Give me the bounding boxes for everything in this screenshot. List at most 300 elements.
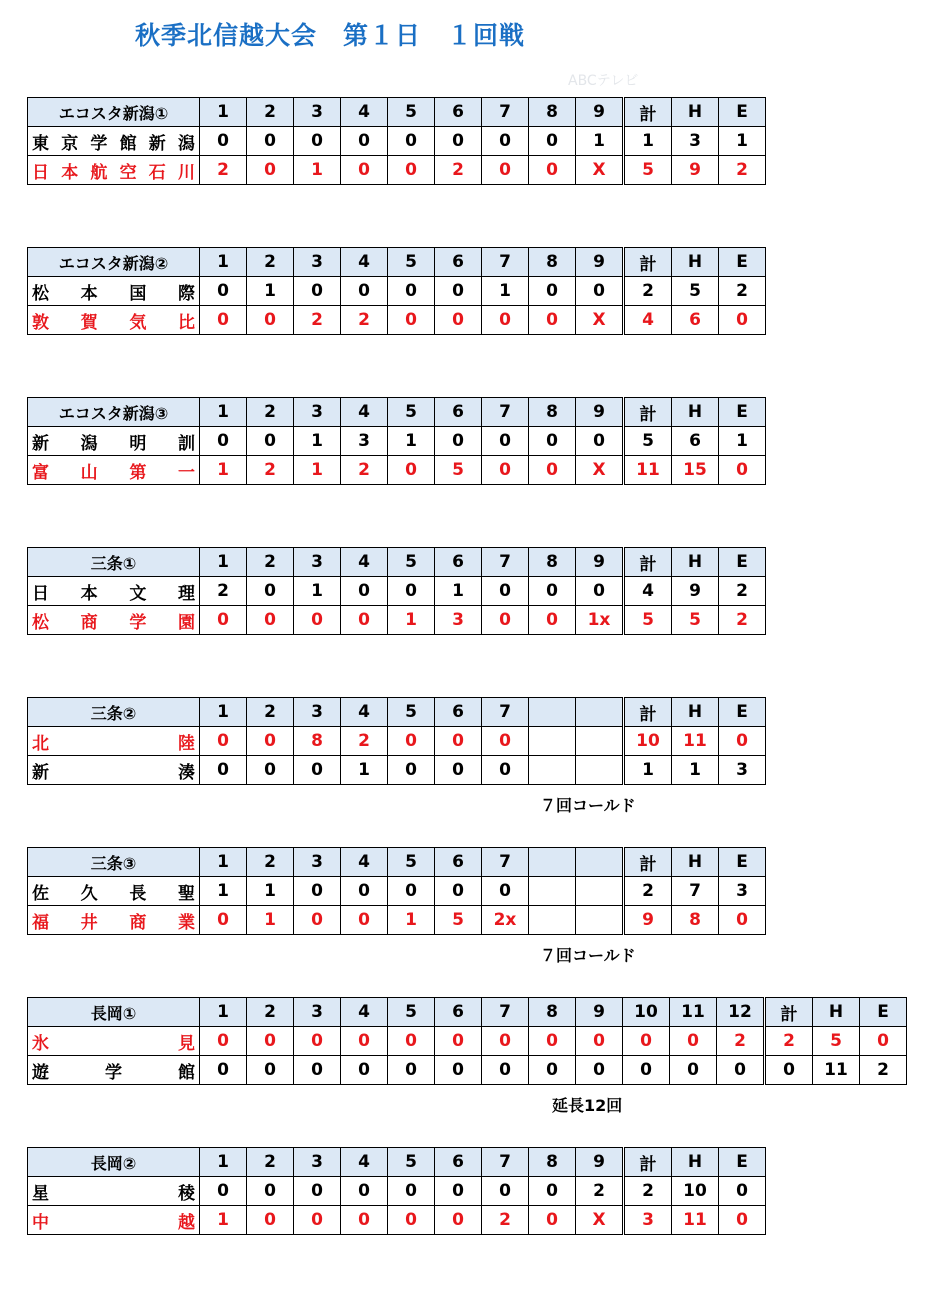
inning-header: 3 xyxy=(294,548,341,577)
inning-header: 6 xyxy=(435,398,482,427)
inning-score: 5 xyxy=(435,906,482,935)
inning-header: 9 xyxy=(576,248,624,277)
inning-score: 1 xyxy=(388,906,435,935)
header-row xyxy=(28,398,766,427)
inning-header: 3 xyxy=(294,98,341,127)
team-name: 松 本 国 際 xyxy=(28,277,200,306)
inning-score: 2 xyxy=(341,727,388,756)
inning-score: 8 xyxy=(294,727,341,756)
inning-header: 3 xyxy=(294,398,341,427)
inning-score: 1x xyxy=(576,606,624,635)
inning-score: 0 xyxy=(529,427,576,456)
inning-score: 1 xyxy=(200,456,247,485)
inning-header: 4 xyxy=(341,1148,388,1177)
inning-score: 0 xyxy=(247,1206,294,1235)
inning-score: 0 xyxy=(670,1027,717,1056)
team-name: 松 商 学 園 xyxy=(28,606,200,635)
inning-score: 0 xyxy=(482,756,529,785)
team-name: 星 稜 xyxy=(28,1177,200,1206)
inning-score: 0 xyxy=(200,1177,247,1206)
inning-score: 0 xyxy=(341,906,388,935)
inning-header: 8 xyxy=(529,398,576,427)
score-table xyxy=(27,997,907,1085)
hits-total: 6 xyxy=(672,306,719,335)
errors-total: 0 xyxy=(719,306,766,335)
team-name: 福 井 商 業 xyxy=(28,906,200,935)
inning-score: 1 xyxy=(294,456,341,485)
inning-score: X xyxy=(576,456,624,485)
total-header: 計 xyxy=(624,248,672,277)
inning-score: 2 xyxy=(341,306,388,335)
inning-score: 0 xyxy=(482,727,529,756)
inning-score: 0 xyxy=(482,127,529,156)
total-header: H xyxy=(672,398,719,427)
inning-score: 2 xyxy=(200,156,247,185)
inning-score: 0 xyxy=(529,1056,576,1085)
inning-score: 1 xyxy=(294,156,341,185)
team-name: 日 本 文 理 xyxy=(28,577,200,606)
inning-header xyxy=(576,848,624,877)
errors-total: 0 xyxy=(719,1206,766,1235)
inning-header: 2 xyxy=(247,698,294,727)
hits-total: 7 xyxy=(672,877,719,906)
game-note: 延長12回 xyxy=(552,1096,623,1115)
inning-header: 2 xyxy=(247,848,294,877)
inning-score: 1 xyxy=(247,906,294,935)
total-header: E xyxy=(719,398,766,427)
team-row xyxy=(28,306,766,335)
inning-score xyxy=(529,727,576,756)
inning-score xyxy=(576,877,624,906)
inning-header: 6 xyxy=(435,248,482,277)
inning-score: 0 xyxy=(247,1177,294,1206)
total-header: H xyxy=(672,698,719,727)
inning-score: 0 xyxy=(623,1056,670,1085)
scoreboard xyxy=(27,247,766,335)
inning-score: 0 xyxy=(435,756,482,785)
inning-score: 0 xyxy=(576,427,624,456)
inning-header: 8 xyxy=(529,1148,576,1177)
inning-header: 5 xyxy=(388,998,435,1027)
inning-score: 2 xyxy=(717,1027,765,1056)
inning-score: 0 xyxy=(341,1177,388,1206)
total-header: E xyxy=(719,1148,766,1177)
errors-total: 2 xyxy=(719,577,766,606)
total-header: H xyxy=(672,548,719,577)
errors-total: 3 xyxy=(719,877,766,906)
inning-header: 7 xyxy=(482,398,529,427)
team-row xyxy=(28,456,766,485)
scoreboard xyxy=(27,847,766,935)
inning-score: 0 xyxy=(247,577,294,606)
inning-score xyxy=(529,756,576,785)
inning-header: 1 xyxy=(200,98,247,127)
inning-score: 0 xyxy=(341,577,388,606)
inning-header: 5 xyxy=(388,1148,435,1177)
hits-total: 15 xyxy=(672,456,719,485)
inning-header: 9 xyxy=(576,548,624,577)
total-header: E xyxy=(719,848,766,877)
inning-score xyxy=(576,727,624,756)
inning-header: 5 xyxy=(388,398,435,427)
inning-header: 1 xyxy=(200,998,247,1027)
inning-header: 1 xyxy=(200,398,247,427)
inning-header: 8 xyxy=(529,548,576,577)
inning-score: 0 xyxy=(341,127,388,156)
inning-header: 6 xyxy=(435,998,482,1027)
inning-score: 0 xyxy=(482,577,529,606)
runs-total: 2 xyxy=(624,1177,672,1206)
inning-score: 2 xyxy=(341,456,388,485)
inning-header: 7 xyxy=(482,248,529,277)
team-name: 佐 久 長 聖 xyxy=(28,877,200,906)
inning-score: 0 xyxy=(623,1027,670,1056)
inning-score: 0 xyxy=(247,1056,294,1085)
inning-score: 0 xyxy=(388,1027,435,1056)
total-header: 計 xyxy=(624,848,672,877)
inning-score: 0 xyxy=(294,877,341,906)
inning-header: 5 xyxy=(388,698,435,727)
team-name: 東 京 学 館 新 潟 xyxy=(28,127,200,156)
inning-score: 0 xyxy=(529,156,576,185)
total-header: E xyxy=(719,548,766,577)
team-name: 氷 見 xyxy=(28,1027,200,1056)
inning-score: 0 xyxy=(388,756,435,785)
total-header: 計 xyxy=(624,548,672,577)
inning-score: 0 xyxy=(200,306,247,335)
errors-total: 0 xyxy=(719,727,766,756)
inning-score: 0 xyxy=(435,1027,482,1056)
inning-header: 4 xyxy=(341,98,388,127)
inning-header: 5 xyxy=(388,248,435,277)
runs-total: 3 xyxy=(624,1206,672,1235)
inning-score: 1 xyxy=(388,606,435,635)
team-row xyxy=(28,1056,907,1085)
team-row xyxy=(28,127,766,156)
inning-header xyxy=(529,698,576,727)
inning-score: 0 xyxy=(247,306,294,335)
team-name: 北 陸 xyxy=(28,727,200,756)
inning-score: 1 xyxy=(247,877,294,906)
inning-score: 1 xyxy=(200,877,247,906)
inning-score: 0 xyxy=(294,756,341,785)
inning-score: 0 xyxy=(294,1056,341,1085)
hits-total: 5 xyxy=(672,606,719,635)
inning-score: 0 xyxy=(341,1206,388,1235)
inning-score: 0 xyxy=(388,1206,435,1235)
team-row xyxy=(28,1027,907,1056)
inning-score: 0 xyxy=(435,277,482,306)
total-header: 計 xyxy=(624,98,672,127)
errors-total: 1 xyxy=(719,127,766,156)
inning-score: 0 xyxy=(341,277,388,306)
inning-header: 2 xyxy=(247,98,294,127)
hits-total: 9 xyxy=(672,577,719,606)
team-row xyxy=(28,727,766,756)
inning-score: 1 xyxy=(341,756,388,785)
inning-header: 9 xyxy=(576,1148,624,1177)
team-name: 新 潟 明 訓 xyxy=(28,427,200,456)
errors-total: 2 xyxy=(719,606,766,635)
hits-total: 1 xyxy=(672,756,719,785)
inning-score: 0 xyxy=(294,277,341,306)
inning-header: 3 xyxy=(294,998,341,1027)
inning-score: 2 xyxy=(294,306,341,335)
inning-header: 7 xyxy=(482,698,529,727)
inning-score: 0 xyxy=(294,127,341,156)
inning-header: 4 xyxy=(341,248,388,277)
total-header: E xyxy=(719,98,766,127)
inning-score: 0 xyxy=(529,306,576,335)
inning-score: 0 xyxy=(482,877,529,906)
header-row xyxy=(28,698,766,727)
runs-total: 4 xyxy=(624,306,672,335)
inning-header: 1 xyxy=(200,848,247,877)
venue-label: 長岡① xyxy=(28,998,200,1027)
runs-total: 2 xyxy=(624,877,672,906)
inning-header: 5 xyxy=(388,848,435,877)
inning-score: 0 xyxy=(388,877,435,906)
total-header: H xyxy=(813,998,860,1027)
inning-score: 0 xyxy=(482,1177,529,1206)
inning-score: X xyxy=(576,156,624,185)
inning-score: 0 xyxy=(341,877,388,906)
inning-header: 9 xyxy=(576,998,623,1027)
game-note: ７回コールド xyxy=(540,946,636,965)
hits-total: 5 xyxy=(813,1027,860,1056)
inning-score: 0 xyxy=(529,577,576,606)
score-table xyxy=(27,397,766,485)
inning-score: 0 xyxy=(435,427,482,456)
inning-header: 6 xyxy=(435,848,482,877)
errors-total: 0 xyxy=(860,1027,907,1056)
inning-score: 0 xyxy=(529,1027,576,1056)
team-row xyxy=(28,877,766,906)
inning-score: 0 xyxy=(294,1027,341,1056)
inning-score: 0 xyxy=(200,606,247,635)
inning-score: 0 xyxy=(294,1177,341,1206)
inning-score: 1 xyxy=(576,127,624,156)
inning-header: 1 xyxy=(200,248,247,277)
runs-total: 1 xyxy=(624,756,672,785)
score-table xyxy=(27,1147,766,1235)
inning-score: 0 xyxy=(435,1056,482,1085)
errors-total: 0 xyxy=(719,1177,766,1206)
header-row xyxy=(28,998,907,1027)
scoreboard xyxy=(27,547,766,635)
inning-header: 4 xyxy=(341,698,388,727)
errors-total: 1 xyxy=(719,427,766,456)
hits-total: 6 xyxy=(672,427,719,456)
inning-score: 1 xyxy=(200,1206,247,1235)
inning-score: 0 xyxy=(341,1056,388,1085)
scoreboard xyxy=(27,1147,766,1235)
inning-score: 1 xyxy=(294,577,341,606)
inning-score: 0 xyxy=(388,277,435,306)
hits-total: 9 xyxy=(672,156,719,185)
inning-score: 0 xyxy=(341,1027,388,1056)
inning-score: 1 xyxy=(388,427,435,456)
inning-score: 1 xyxy=(435,577,482,606)
hits-total: 11 xyxy=(672,727,719,756)
inning-header: 2 xyxy=(247,998,294,1027)
inning-score: 0 xyxy=(388,127,435,156)
inning-score: 0 xyxy=(576,577,624,606)
inning-score: 0 xyxy=(200,756,247,785)
score-table xyxy=(27,547,766,635)
inning-score: 3 xyxy=(435,606,482,635)
inning-score: 0 xyxy=(388,1177,435,1206)
hits-total: 11 xyxy=(672,1206,719,1235)
score-table xyxy=(27,97,766,185)
inning-score: 5 xyxy=(435,456,482,485)
inning-score: 2 xyxy=(200,577,247,606)
inning-score: 0 xyxy=(435,727,482,756)
inning-score: 0 xyxy=(388,577,435,606)
total-header: H xyxy=(672,98,719,127)
inning-score: 0 xyxy=(388,156,435,185)
total-header: 計 xyxy=(624,698,672,727)
inning-score: 0 xyxy=(247,727,294,756)
venue-label: 長岡② xyxy=(28,1148,200,1177)
venue-label: エコスタ新潟① xyxy=(28,98,200,127)
inning-header: 6 xyxy=(435,698,482,727)
inning-score: 0 xyxy=(200,427,247,456)
inning-header: 5 xyxy=(388,548,435,577)
inning-score: 0 xyxy=(294,606,341,635)
team-row xyxy=(28,606,766,635)
errors-total: 0 xyxy=(719,906,766,935)
inning-header: 7 xyxy=(482,548,529,577)
header-row xyxy=(28,248,766,277)
inning-score: 1 xyxy=(247,277,294,306)
inning-score: 0 xyxy=(529,606,576,635)
inning-score: 0 xyxy=(670,1056,717,1085)
inning-score: 0 xyxy=(529,456,576,485)
team-row xyxy=(28,277,766,306)
game-note: ７回コールド xyxy=(540,796,636,815)
inning-score: 0 xyxy=(200,1027,247,1056)
header-row xyxy=(28,1148,766,1177)
inning-score: 0 xyxy=(247,427,294,456)
runs-total: 10 xyxy=(624,727,672,756)
inning-score: 0 xyxy=(435,1177,482,1206)
inning-score: 0 xyxy=(482,156,529,185)
hits-total: 11 xyxy=(813,1056,860,1085)
team-name: 敦 賀 気 比 xyxy=(28,306,200,335)
errors-total: 2 xyxy=(719,277,766,306)
runs-total: 2 xyxy=(624,277,672,306)
inning-score: 0 xyxy=(388,1056,435,1085)
inning-score: 0 xyxy=(482,456,529,485)
scoreboard xyxy=(27,397,766,485)
inning-score: 0 xyxy=(200,1056,247,1085)
runs-total: 9 xyxy=(624,906,672,935)
inning-header: 6 xyxy=(435,1148,482,1177)
inning-header: 5 xyxy=(388,98,435,127)
inning-score: 0 xyxy=(717,1056,765,1085)
inning-header: 4 xyxy=(341,398,388,427)
runs-total: 0 xyxy=(765,1056,813,1085)
scoreboard xyxy=(27,697,766,785)
inning-score: 0 xyxy=(435,1206,482,1235)
team-row xyxy=(28,156,766,185)
inning-header: 9 xyxy=(576,398,624,427)
inning-header: 3 xyxy=(294,698,341,727)
inning-score: 0 xyxy=(247,1027,294,1056)
runs-total: 1 xyxy=(624,127,672,156)
team-row xyxy=(28,1206,766,1235)
inning-score: 0 xyxy=(247,756,294,785)
inning-score: 0 xyxy=(388,456,435,485)
inning-score: 0 xyxy=(576,277,624,306)
inning-score xyxy=(576,756,624,785)
inning-score: 0 xyxy=(247,606,294,635)
total-header: 計 xyxy=(765,998,813,1027)
runs-total: 4 xyxy=(624,577,672,606)
inning-header: 10 xyxy=(623,998,670,1027)
inning-score: 0 xyxy=(576,1056,623,1085)
inning-header xyxy=(529,848,576,877)
inning-header: 3 xyxy=(294,1148,341,1177)
inning-header: 2 xyxy=(247,248,294,277)
inning-score: 2 xyxy=(482,1206,529,1235)
inning-header: 7 xyxy=(482,1148,529,1177)
inning-header: 7 xyxy=(482,998,529,1027)
hits-total: 3 xyxy=(672,127,719,156)
inning-header: 2 xyxy=(247,1148,294,1177)
inning-header: 12 xyxy=(717,998,765,1027)
inning-header: 8 xyxy=(529,998,576,1027)
inning-score: 0 xyxy=(341,156,388,185)
inning-score: 0 xyxy=(200,906,247,935)
runs-total: 11 xyxy=(624,456,672,485)
inning-score: 0 xyxy=(529,127,576,156)
venue-label: 三条③ xyxy=(28,848,200,877)
inning-header xyxy=(576,698,624,727)
header-row xyxy=(28,848,766,877)
inning-header: 1 xyxy=(200,698,247,727)
inning-header: 2 xyxy=(247,398,294,427)
team-row xyxy=(28,906,766,935)
inning-score: 0 xyxy=(576,1027,623,1056)
inning-header: 3 xyxy=(294,848,341,877)
total-header: H xyxy=(672,1148,719,1177)
team-row xyxy=(28,427,766,456)
inning-score: 0 xyxy=(294,906,341,935)
inning-header: 7 xyxy=(482,848,529,877)
scoreboard xyxy=(27,97,766,185)
errors-total: 0 xyxy=(719,456,766,485)
inning-score: 0 xyxy=(482,1027,529,1056)
inning-header: 4 xyxy=(341,548,388,577)
inning-score: 1 xyxy=(294,427,341,456)
inning-score: 2x xyxy=(482,906,529,935)
venue-label: 三条① xyxy=(28,548,200,577)
inning-score: 0 xyxy=(435,306,482,335)
errors-total: 2 xyxy=(719,156,766,185)
inning-header: 9 xyxy=(576,98,624,127)
hits-total: 10 xyxy=(672,1177,719,1206)
inning-score: 2 xyxy=(576,1177,624,1206)
inning-score: 0 xyxy=(341,606,388,635)
inning-header: 11 xyxy=(670,998,717,1027)
score-table xyxy=(27,697,766,785)
team-row xyxy=(28,1177,766,1206)
inning-header: 7 xyxy=(482,98,529,127)
inning-header: 4 xyxy=(341,848,388,877)
score-table xyxy=(27,847,766,935)
